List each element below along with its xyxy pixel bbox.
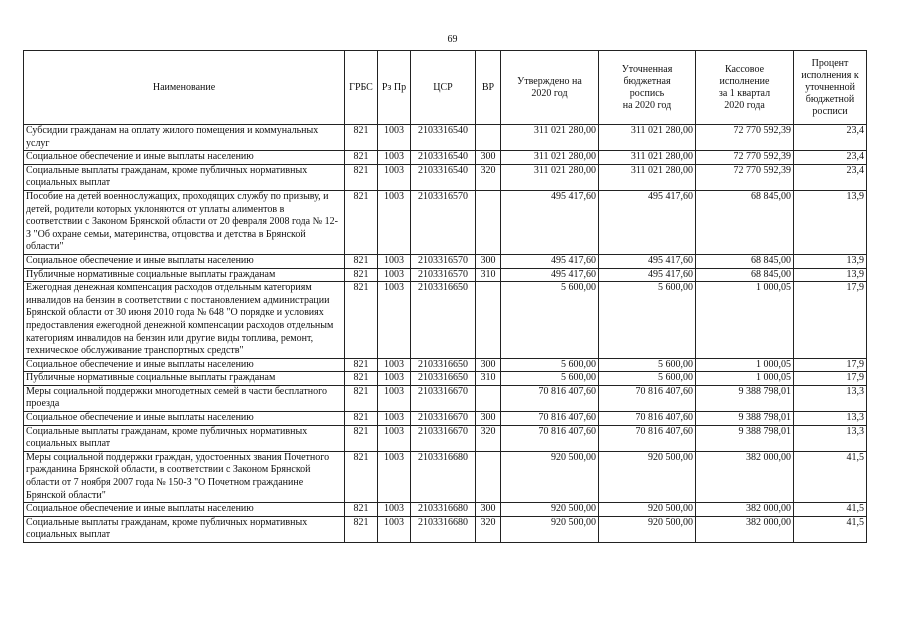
cell-rzpr: 1003 — [378, 358, 411, 372]
cell-revised: 311 021 280,00 — [599, 164, 696, 190]
cell-grbs: 821 — [345, 451, 378, 502]
cell-vr — [476, 385, 501, 411]
table-row — [24, 190, 867, 254]
table-row — [24, 268, 867, 282]
cell-grbs: 821 — [345, 412, 378, 426]
table-row — [24, 516, 867, 542]
cell-vr: 320 — [476, 164, 501, 190]
cell-approved: 920 500,00 — [501, 516, 599, 542]
cell-rzpr: 1003 — [378, 268, 411, 282]
cell-csr: 2103316570 — [411, 254, 476, 268]
cell-rzpr: 1003 — [378, 282, 411, 359]
cell-cash: 9 388 798,01 — [696, 412, 794, 426]
cell-name: Пособие на детей военнослужащих, проходящих службу по призыву, и детей, родители которых уклоняются от уплаты алиментов в соответствии с Законом Брянской области от 20 февраля 2008 года № 12-З "Об охране семьи, материнства, отцовства и детства в Брянской области" — [24, 190, 345, 254]
cell-vr: 300 — [476, 358, 501, 372]
cell-revised: 311 021 280,00 — [599, 151, 696, 165]
cell-approved: 920 500,00 — [501, 451, 599, 502]
cell-percent: 23,4 — [794, 125, 867, 151]
budget-execution-table — [23, 50, 867, 543]
cell-percent: 17,9 — [794, 372, 867, 386]
cell-cash: 1 000,05 — [696, 358, 794, 372]
cell-vr: 320 — [476, 516, 501, 542]
cell-approved: 5 600,00 — [501, 282, 599, 359]
cell-approved: 495 417,60 — [501, 268, 599, 282]
cell-percent: 41,5 — [794, 451, 867, 502]
cell-name: Социальные выплаты гражданам, кроме публичных нормативных социальных выплат — [24, 516, 345, 542]
cell-csr: 2103316680 — [411, 451, 476, 502]
cell-percent: 17,9 — [794, 358, 867, 372]
cell-name: Социальные выплаты гражданам, кроме публичных нормативных социальных выплат — [24, 425, 345, 451]
cell-revised: 311 021 280,00 — [599, 125, 696, 151]
cell-percent: 13,9 — [794, 254, 867, 268]
cell-percent: 13,3 — [794, 412, 867, 426]
cell-rzpr: 1003 — [378, 164, 411, 190]
cell-csr: 2103316570 — [411, 268, 476, 282]
cell-vr: 300 — [476, 254, 501, 268]
table-row — [24, 451, 867, 502]
cell-cash: 382 000,00 — [696, 503, 794, 517]
cell-revised: 70 816 407,60 — [599, 412, 696, 426]
cell-cash: 68 845,00 — [696, 254, 794, 268]
cell-cash: 72 770 592,39 — [696, 164, 794, 190]
cell-revised: 70 816 407,60 — [599, 425, 696, 451]
cell-percent: 13,9 — [794, 190, 867, 254]
cell-grbs: 821 — [345, 190, 378, 254]
table-row — [24, 125, 867, 151]
cell-cash: 68 845,00 — [696, 190, 794, 254]
cell-percent: 17,9 — [794, 282, 867, 359]
cell-cash: 9 388 798,01 — [696, 425, 794, 451]
cell-rzpr: 1003 — [378, 451, 411, 502]
header-grbs: ГРБС — [345, 51, 378, 125]
table-row — [24, 503, 867, 517]
cell-grbs: 821 — [345, 125, 378, 151]
cell-revised: 495 417,60 — [599, 268, 696, 282]
cell-revised: 70 816 407,60 — [599, 385, 696, 411]
cell-vr: 320 — [476, 425, 501, 451]
cell-vr: 300 — [476, 412, 501, 426]
cell-grbs: 821 — [345, 372, 378, 386]
cell-approved: 70 816 407,60 — [501, 425, 599, 451]
table-row — [24, 282, 867, 359]
table-row — [24, 425, 867, 451]
cell-cash: 1 000,05 — [696, 372, 794, 386]
cell-vr: 310 — [476, 372, 501, 386]
cell-percent: 41,5 — [794, 516, 867, 542]
header-percent: Процент исполнения к уточненной бюджетной росписи — [794, 51, 867, 125]
cell-approved: 311 021 280,00 — [501, 125, 599, 151]
cell-approved: 5 600,00 — [501, 372, 599, 386]
cell-name: Социальное обеспечение и иные выплаты населению — [24, 358, 345, 372]
cell-name: Меры социальной поддержки граждан, удостоенных звания Почетного гражданина Брянской области, в соответствии с Законом Брянской области от 7 ноября 2007 года № 150-З "О Почетном гражданине Брянской области" — [24, 451, 345, 502]
cell-percent: 13,9 — [794, 268, 867, 282]
cell-csr: 2103316670 — [411, 412, 476, 426]
cell-cash: 68 845,00 — [696, 268, 794, 282]
cell-percent: 41,5 — [794, 503, 867, 517]
cell-rzpr: 1003 — [378, 516, 411, 542]
cell-cash: 9 388 798,01 — [696, 385, 794, 411]
cell-name: Меры социальной поддержки многодетных семей в части бесплатного проезда — [24, 385, 345, 411]
table-row — [24, 385, 867, 411]
cell-vr: 300 — [476, 151, 501, 165]
cell-vr: 300 — [476, 503, 501, 517]
cell-grbs: 821 — [345, 254, 378, 268]
cell-cash: 1 000,05 — [696, 282, 794, 359]
cell-csr: 2103316650 — [411, 372, 476, 386]
cell-csr: 2103316670 — [411, 385, 476, 411]
cell-name: Публичные нормативные социальные выплаты гражданам — [24, 268, 345, 282]
cell-rzpr: 1003 — [378, 254, 411, 268]
table-row — [24, 254, 867, 268]
cell-revised: 920 500,00 — [599, 503, 696, 517]
cell-revised: 920 500,00 — [599, 516, 696, 542]
cell-name: Социальное обеспечение и иные выплаты населению — [24, 503, 345, 517]
header-rzpr: Рз Пр — [378, 51, 411, 125]
cell-grbs: 821 — [345, 385, 378, 411]
cell-percent: 23,4 — [794, 164, 867, 190]
cell-rzpr: 1003 — [378, 125, 411, 151]
table-row — [24, 412, 867, 426]
cell-revised: 5 600,00 — [599, 358, 696, 372]
cell-vr — [476, 451, 501, 502]
cell-vr — [476, 125, 501, 151]
header-csr: ЦСР — [411, 51, 476, 125]
table-row — [24, 358, 867, 372]
cell-name: Социальное обеспечение и иные выплаты населению — [24, 151, 345, 165]
cell-percent: 23,4 — [794, 151, 867, 165]
cell-csr: 2103316680 — [411, 516, 476, 542]
cell-approved: 311 021 280,00 — [501, 164, 599, 190]
cell-rzpr: 1003 — [378, 425, 411, 451]
header-approved: Утверждено на 2020 год — [501, 51, 599, 125]
cell-csr: 2103316540 — [411, 151, 476, 165]
cell-grbs: 821 — [345, 151, 378, 165]
cell-vr — [476, 190, 501, 254]
cell-rzpr: 1003 — [378, 503, 411, 517]
cell-grbs: 821 — [345, 164, 378, 190]
cell-name: Ежегодная денежная компенсация расходов отдельным категориям инвалидов на бензин в соответствии с постановлением администрации Брянской области от 30 июня 2010 года № 648 "О порядке и условиях предоставления ежегодной денежной компенсации расходов отдельным категориям инвалидов на бензин или другие виды топлива, ремонт, техническое обслуживание транспортных средств" — [24, 282, 345, 359]
cell-rzpr: 1003 — [378, 412, 411, 426]
cell-revised: 920 500,00 — [599, 451, 696, 502]
cell-vr — [476, 282, 501, 359]
header-revised: Уточненная бюджетная роспись на 2020 год — [599, 51, 696, 125]
cell-grbs: 821 — [345, 358, 378, 372]
cell-grbs: 821 — [345, 503, 378, 517]
cell-grbs: 821 — [345, 268, 378, 282]
cell-rzpr: 1003 — [378, 190, 411, 254]
cell-cash: 72 770 592,39 — [696, 151, 794, 165]
cell-rzpr: 1003 — [378, 385, 411, 411]
header-cash-execution: Кассовое исполнение за 1 квартал 2020 года — [696, 51, 794, 125]
cell-csr: 2103316570 — [411, 190, 476, 254]
table-body — [24, 125, 867, 543]
table-row — [24, 151, 867, 165]
cell-grbs: 821 — [345, 282, 378, 359]
cell-name: Социальное обеспечение и иные выплаты населению — [24, 254, 345, 268]
table-row — [24, 164, 867, 190]
cell-revised: 5 600,00 — [599, 282, 696, 359]
cell-approved: 495 417,60 — [501, 190, 599, 254]
cell-cash: 382 000,00 — [696, 516, 794, 542]
cell-revised: 5 600,00 — [599, 372, 696, 386]
cell-name: Публичные нормативные социальные выплаты гражданам — [24, 372, 345, 386]
cell-approved: 5 600,00 — [501, 358, 599, 372]
cell-csr: 2103316680 — [411, 503, 476, 517]
cell-revised: 495 417,60 — [599, 254, 696, 268]
cell-approved: 920 500,00 — [501, 503, 599, 517]
cell-revised: 495 417,60 — [599, 190, 696, 254]
cell-grbs: 821 — [345, 516, 378, 542]
cell-csr: 2103316540 — [411, 164, 476, 190]
cell-rzpr: 1003 — [378, 151, 411, 165]
page-number: 69 — [447, 34, 458, 45]
cell-vr: 310 — [476, 268, 501, 282]
cell-name: Социальное обеспечение и иные выплаты населению — [24, 412, 345, 426]
cell-grbs: 821 — [345, 425, 378, 451]
cell-percent: 13,3 — [794, 425, 867, 451]
header-vr: ВР — [476, 51, 501, 125]
table-row — [24, 372, 867, 386]
cell-approved: 70 816 407,60 — [501, 412, 599, 426]
cell-cash: 382 000,00 — [696, 451, 794, 502]
header-name: Наименование — [24, 51, 345, 125]
cell-csr: 2103316650 — [411, 358, 476, 372]
cell-approved: 495 417,60 — [501, 254, 599, 268]
cell-cash: 72 770 592,39 — [696, 125, 794, 151]
cell-csr: 2103316670 — [411, 425, 476, 451]
cell-csr: 2103316540 — [411, 125, 476, 151]
cell-rzpr: 1003 — [378, 372, 411, 386]
table-header — [24, 51, 867, 125]
cell-csr: 2103316650 — [411, 282, 476, 359]
cell-name: Субсидии гражданам на оплату жилого помещения и коммунальных услуг — [24, 125, 345, 151]
cell-approved: 70 816 407,60 — [501, 385, 599, 411]
cell-percent: 13,3 — [794, 385, 867, 411]
cell-name: Социальные выплаты гражданам, кроме публичных нормативных социальных выплат — [24, 164, 345, 190]
cell-approved: 311 021 280,00 — [501, 151, 599, 165]
